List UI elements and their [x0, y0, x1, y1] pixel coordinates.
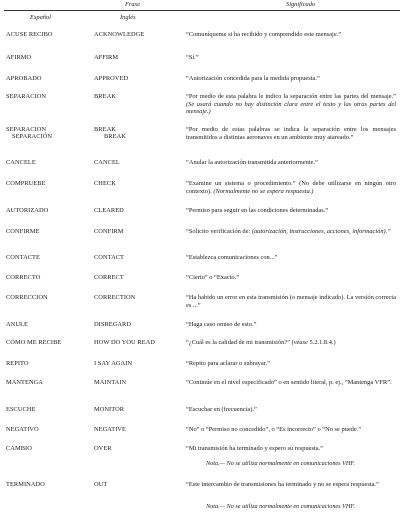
row-english-phrase: ACKNOWLEDGE	[94, 31, 145, 38]
row-spanish-phrase: CANCELE	[6, 159, 36, 166]
row-spanish-phrase: MANTENGA	[6, 379, 43, 386]
row-english-phrase-second: BREAK	[104, 133, 126, 140]
row-english-phrase: CANCEL	[94, 159, 120, 166]
row-spanish-phrase: SEPARACION	[6, 93, 47, 100]
row-meaning: “Mi transmisión ha terminado y espero su respuesta.”	[186, 445, 324, 452]
row-spanish-phrase: CORRECTO	[6, 274, 41, 281]
header-rule	[4, 10, 400, 11]
row-meaning: “Escuchar en (frecuencia).”	[186, 406, 257, 413]
row-english-phrase: AFFIRM	[94, 54, 119, 61]
row-meaning: “No” o “Permiso no concedido”, o “Es incorrecto” o “No se puede.”	[186, 426, 362, 433]
row-spanish-phrase: COMPRUEBE	[6, 180, 46, 187]
row-spanish-phrase: SEPARACION	[6, 126, 47, 133]
row-meaning: “Ha habido un error en esta transmisión (o mensaje indicado). La versión correcta es ...”	[186, 294, 396, 309]
row-english-phrase: CORRECTION	[94, 294, 136, 301]
row-spanish-phrase: TERMINADO	[6, 481, 45, 488]
row-spanish-phrase-second: SEPARACIÓN	[12, 133, 53, 140]
row-meaning: “¿Cuál es la calidad de mi transmisión?” (véase 5.2.1.8.4.)	[186, 339, 336, 346]
row-spanish-phrase: ANULE	[6, 321, 28, 328]
row-meaning: “Cierto” o “Exacto.”	[186, 274, 240, 281]
row-meaning: “Continúe en el nivel especificado” o en sentido literal, p. ej., “Mantenga VFR”.	[186, 379, 392, 386]
row-english-phrase: MONITOR	[94, 406, 125, 413]
header-significado: Significado	[286, 1, 316, 8]
row-meaning: “Establezca comunicaciones con...”	[186, 254, 278, 261]
row-spanish-phrase: AUTORIZADO	[6, 207, 49, 214]
row-spanish-phrase: CONTACTE	[6, 254, 40, 261]
row-meaning: “Repito para aclarar o subrayar.”	[186, 360, 270, 367]
row-english-phrase: BREAK	[94, 126, 116, 133]
row-spanish-phrase: CORRECCION	[6, 294, 48, 301]
row-english-phrase: CONFIRM	[94, 228, 124, 235]
row-english-phrase: CHECK	[94, 180, 116, 187]
row-spanish-phrase: AFIRMO	[6, 54, 32, 61]
row-meaning: “Solicito verificación de: (autorización, instrucciones, acciones, información).”	[186, 228, 391, 235]
row-english-phrase: DISREGARD	[94, 321, 132, 328]
row-english-phrase: OUT	[94, 481, 108, 488]
row-english-phrase: APPROVED	[94, 75, 129, 82]
row-english-phrase: HOW DO YOU READ	[94, 339, 155, 346]
row-spanish-phrase: CAMBIO	[6, 445, 32, 452]
row-english-phrase: BREAK	[94, 93, 116, 100]
row-spanish-phrase: APROBADO	[6, 75, 42, 82]
row-meaning: “Sí.”	[186, 54, 199, 61]
row-meaning: “Haga caso omiso de esto.”	[186, 321, 257, 328]
row-meaning: “Permiso para seguir en las condiciones determinadas.”	[186, 207, 329, 214]
row-spanish-phrase: REPITO	[6, 360, 29, 367]
row-meaning: “Anular la autorización transmitida anteriormente.”	[186, 159, 318, 166]
row-meaning: “Por medio de estas palabras se indica la separación entre los mensajes transmitidos a distintas aeronaves en un ambiente muy atareado.”	[186, 126, 396, 141]
row-english-phrase: OVER	[94, 445, 112, 452]
row-english-phrase: I SAY AGAIN	[94, 360, 133, 367]
row-spanish-phrase: ESCUCHE	[6, 406, 36, 413]
row-note: Nota.— No se utiliza normalmente en comunicaciones VHF.	[206, 460, 355, 467]
row-spanish-phrase: CÓMO ME RECIBE	[6, 339, 62, 346]
row-spanish-phrase: ACUSE RECIBO	[6, 31, 53, 38]
row-note: Nota.— No se utiliza normalmente en comunicaciones VHF.	[206, 503, 355, 510]
row-meaning: “Autorización concedida para la medida propuesta.”	[186, 75, 320, 82]
row-english-phrase: CLEARED	[94, 207, 124, 214]
row-english-phrase: CONTACT	[94, 254, 125, 261]
header-frase: Frase	[125, 1, 140, 8]
header-espanol: Español	[30, 14, 51, 21]
row-english-phrase: NEGATIVE	[94, 426, 126, 433]
row-english-phrase: MAINTAIN	[94, 379, 127, 386]
row-meaning: “Este intercambio de transmisiones ha terminado y no se espera respuesta.”	[186, 481, 379, 488]
row-spanish-phrase: NEGATIVO	[6, 426, 39, 433]
row-meaning: “Por medio de esta palabra le indico la separación entre las partes del mensaje.” (Se usará cuando no hay distinción clara entre el texto y las otras partes del mensaje.)	[186, 93, 396, 116]
row-english-phrase: CORRECT	[94, 274, 124, 281]
row-meaning: “Examine un sistema o procedimiento.” (No debe utilizarse en ningún otro contexto). (Normalmente no se espera respuesta.)	[186, 180, 396, 195]
header-ingles: Inglés	[120, 14, 136, 21]
row-spanish-phrase: CONFIRME	[6, 228, 40, 235]
row-meaning: “Comuníqueme si ha recibido y comprendido este mensaje.”	[186, 31, 342, 38]
